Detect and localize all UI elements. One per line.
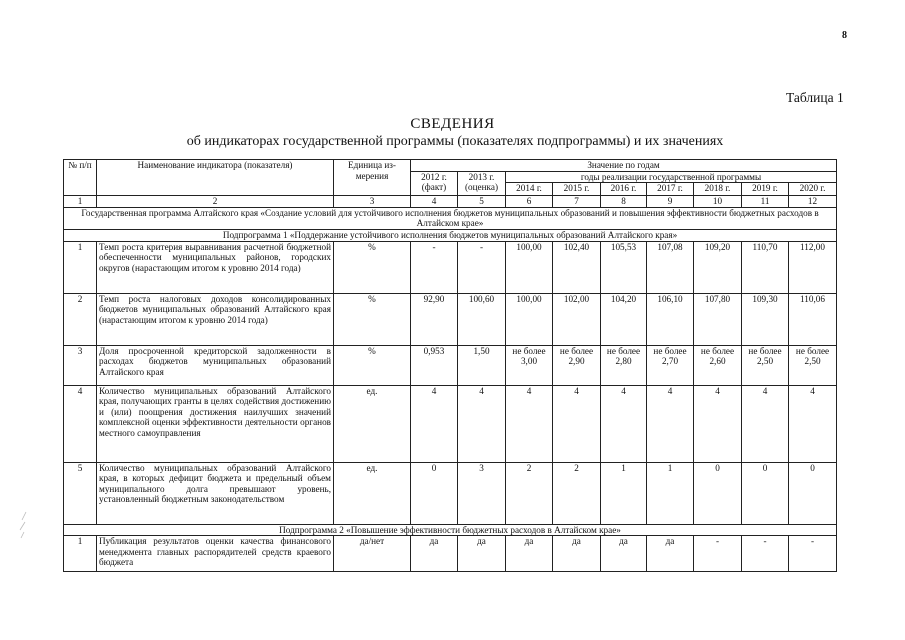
unit-cell: ед. [334,385,411,462]
value-cell: 107,08 [647,241,694,293]
value-cell: не более 2,50 [789,345,837,385]
header-num: № п/п [64,160,97,196]
value-cell: да [411,536,458,572]
unit-cell: % [334,241,411,293]
indicator-name: Количество муниципальных образований Алтайского края, получающих гранты в целях содействия достижению и (или) поощрения достижения наилучших значений комплексной оценки эффективности деятельности органов местного самоуправления [97,385,334,462]
document-title: СВЕДЕНИЯ [410,116,495,132]
value-cell: 104,20 [601,293,647,345]
value-cell: 1 [601,462,647,524]
page-number: 8 [842,30,847,41]
indicators-table [63,159,837,572]
row-number: 4 [64,385,97,462]
subprogram1-title-row [64,229,837,241]
value-cell: да [601,536,647,572]
value-cell: 110,06 [789,293,837,345]
value-cell: 3 [458,462,506,524]
value-cell: 100,00 [506,241,553,293]
value-cell: 4 [411,385,458,462]
value-cell: не более 2,80 [601,345,647,385]
value-cell: - [458,241,506,293]
value-cell: - [742,536,789,572]
value-cell: 0,953 [411,345,458,385]
value-cell: 4 [694,385,742,462]
row-number: 5 [64,462,97,524]
column-number: 1 [64,196,97,208]
value-cell: 4 [789,385,837,462]
value-cell: не более 3,00 [506,345,553,385]
value-cell: 100,60 [458,293,506,345]
value-cell: 1 [647,462,694,524]
table-row [64,345,837,385]
column-number: 8 [601,196,647,208]
value-cell: 112,00 [789,241,837,293]
value-cell: 4 [458,385,506,462]
column-number: 12 [789,196,837,208]
column-number: 9 [647,196,694,208]
column-number: 3 [334,196,411,208]
indicator-name: Темп роста критерия выравнивания расчетной бюджетной обеспеченности муниципальных районов, городских округов (нарастающим итогом к уровню 2014 года) [97,241,334,293]
indicator-name: Количество муниципальных образований Алтайского края, в которых дефицит бюджета и предельный объем муниципального долга превышают уровень, установленный бюджетным законодательством [97,462,334,524]
row-number: 3 [64,345,97,385]
header-year: 2016 г. [601,183,647,196]
subprogram2-title-row [64,524,837,536]
column-number: 11 [742,196,789,208]
header-program-years: годы реализации государственной программы [506,171,837,183]
value-cell: 102,00 [553,293,601,345]
column-number: 2 [97,196,334,208]
value-cell: 2 [553,462,601,524]
header-2012: 2012 г. (факт) [411,171,458,196]
program-title: Государственная программа Алтайского края «Создание условий для устойчивого исполнения бюджетов муниципальных образований и повышения эффективности бюджетных расходов в Алтайском крае» [64,207,837,229]
column-number: 10 [694,196,742,208]
row-number: 2 [64,293,97,345]
header-row-column-numbers [64,196,837,208]
indicator-name: Темп роста налоговых доходов консолидированных бюджетов муниципальных образований Алтайского края (нарастающим итогом к уровню 2014 года) [97,293,334,345]
header-year: 2015 г. [553,183,601,196]
value-cell: 4 [742,385,789,462]
value-cell: 100,00 [506,293,553,345]
value-cell: 1,50 [458,345,506,385]
value-cell: да [506,536,553,572]
header-year: 2019 г. [742,183,789,196]
indicator-name: Доля просроченной кредиторской задолженности в расходах бюджетов муниципальных образований Алтайского края [97,345,334,385]
header-year: 2017 г. [647,183,694,196]
value-cell: - [411,241,458,293]
program-title-row [64,207,837,229]
unit-cell: да/нет [334,536,411,572]
header-row-1 [64,160,837,172]
column-number: 5 [458,196,506,208]
header-year: 2018 г. [694,183,742,196]
value-cell: 0 [694,462,742,524]
value-cell: 102,40 [553,241,601,293]
header-year: 2014 г. [506,183,553,196]
value-cell: 4 [601,385,647,462]
header-unit: Единица из-мерения [334,160,411,196]
value-cell: 0 [742,462,789,524]
row-number: 1 [64,536,97,572]
indicator-name: Публикация результатов оценки качества финансового менеджмента главных распорядителей средств краевого бюджета [97,536,334,572]
column-number: 4 [411,196,458,208]
unit-cell: % [334,345,411,385]
value-cell: 110,70 [742,241,789,293]
value-cell: - [789,536,837,572]
value-cell: 105,53 [601,241,647,293]
unit-cell: ед. [334,462,411,524]
table-label: Таблица 1 [786,90,844,105]
value-cell: 2 [506,462,553,524]
table-row [64,385,837,462]
value-cell: не более 2,90 [553,345,601,385]
unit-cell: % [334,293,411,345]
value-cell: 4 [553,385,601,462]
header-year: 2020 г. [789,183,837,196]
row-number: 1 [64,241,97,293]
subprogram1-title: Подпрограмма 1 «Поддержание устойчивого исполнения бюджетов муниципальных образований Алтайского края» [64,229,837,241]
value-cell: да [458,536,506,572]
value-cell: 106,10 [647,293,694,345]
value-cell: не более 2,70 [647,345,694,385]
scan-artifact-mark [18,510,28,540]
column-number: 6 [506,196,553,208]
header-values-by-year: Значение по годам [411,160,837,172]
value-cell: 0 [411,462,458,524]
value-cell: - [694,536,742,572]
value-cell: 4 [506,385,553,462]
table-row [64,293,837,345]
table-row [64,241,837,293]
document-subtitle: об индикаторах государственной программы (показателях подпрограммы) и их значениях [186,134,724,149]
value-cell: да [553,536,601,572]
value-cell: 109,20 [694,241,742,293]
value-cell: 92,90 [411,293,458,345]
value-cell: 4 [647,385,694,462]
value-cell: 0 [789,462,837,524]
value-cell: 109,30 [742,293,789,345]
table-row [64,536,837,572]
column-number: 7 [553,196,601,208]
header-name: Наименование индикатора (показателя) [97,160,334,196]
subprogram2-title: Подпрограмма 2 «Повышение эффективности бюджетных расходов в Алтайском крае» [64,524,837,536]
value-cell: 107,80 [694,293,742,345]
value-cell: да [647,536,694,572]
value-cell: не более 2,60 [694,345,742,385]
value-cell: не более 2,50 [742,345,789,385]
header-2013: 2013 г. (оценка) [458,171,506,196]
table-row [64,462,837,524]
